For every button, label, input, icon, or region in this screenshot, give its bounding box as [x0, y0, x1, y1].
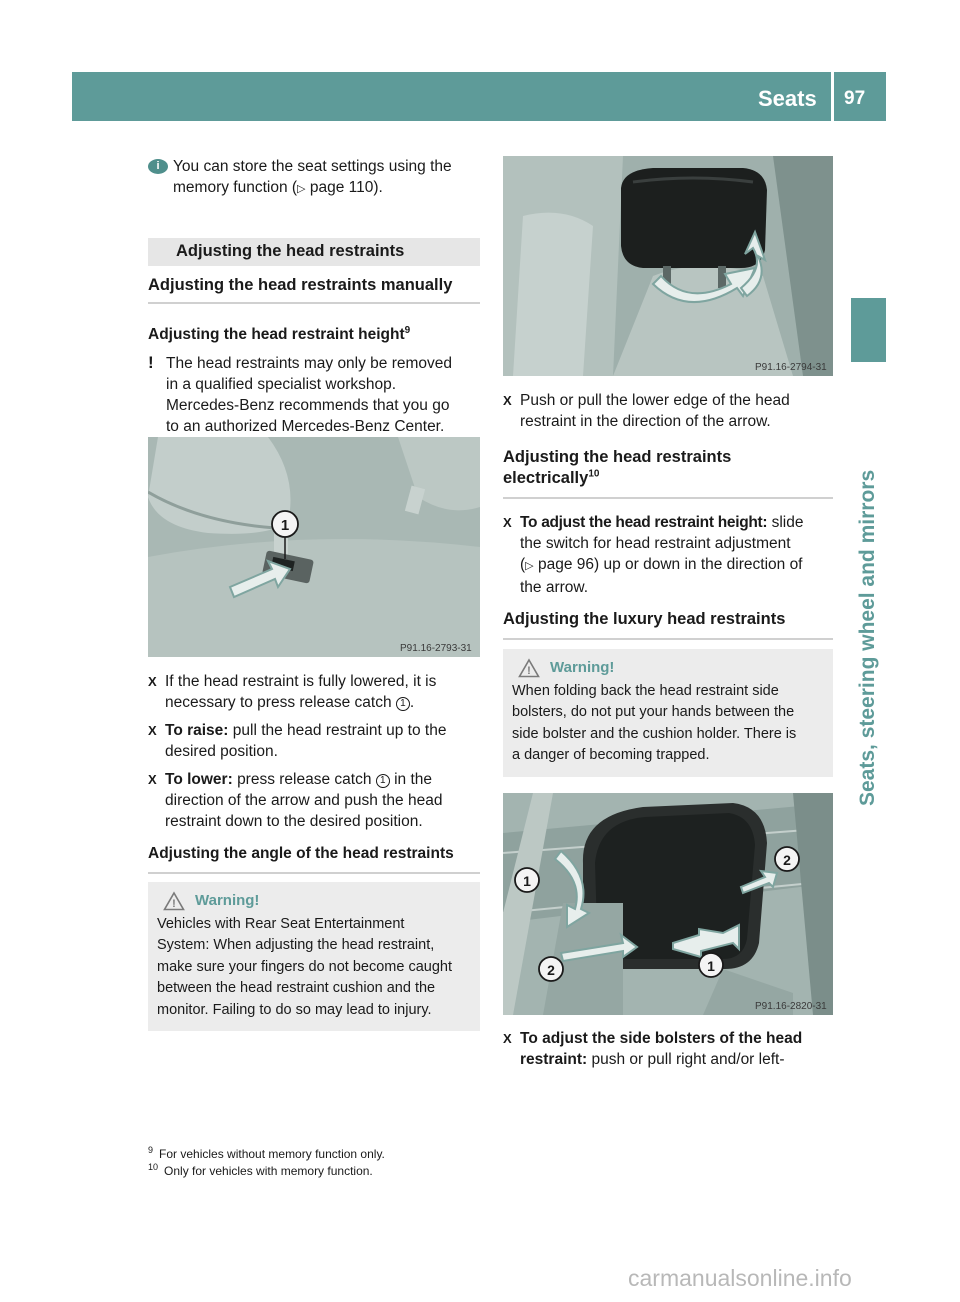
- right-column-top: [503, 390, 833, 777]
- page-ref-arrow-icon: ▷: [297, 183, 306, 195]
- side-tab-label: Seats, steering wheel and mirrors: [856, 469, 879, 806]
- info-text-1: You can store the seat settings using the: [173, 158, 452, 175]
- header-separator: [831, 72, 834, 121]
- height-heading: Adjusting the head restraint height$^9$: [148, 324, 411, 343]
- callout-ref-1: 1: [376, 774, 390, 788]
- footnote-ref-9[interactable]: 9: [404, 324, 411, 336]
- photo2-code: P91.16-2820-31: [755, 1001, 827, 1012]
- bullet-side-bolsters: X To adjust the side bolsters of the head restraint: push or pull right and/or left-: [503, 1030, 803, 1068]
- warning-title: Warning!: [195, 892, 260, 909]
- footnote-10: $^{10}$ Only for vehicles with memory function.: [148, 1162, 373, 1178]
- bullet-arrow-icon: X: [148, 772, 157, 787]
- info-icon: i: [148, 159, 168, 174]
- bullet-push-pull: X Push or pull the lower edge of the head restraint in the direction of the arrow.: [503, 392, 790, 430]
- photo2-callout-2a: 2: [783, 852, 791, 868]
- right-column-bottom: [503, 1028, 833, 1077]
- svg-text:!: !: [172, 897, 176, 910]
- photo-release-catch: [148, 437, 480, 657]
- left-column-bottom: [148, 671, 480, 1031]
- photo-luxury-head-restraint: [503, 793, 833, 1015]
- callout-ref-1: 1: [396, 697, 410, 711]
- bullet-to-lower: X To lower: press release catch 1 in the direction of the arrow and push the head restraint down to the desired position.: [148, 771, 443, 830]
- bullet-fully-lowered: X If the head restraint is fully lowered, it is necessary to press release catch 1 .: [148, 673, 437, 711]
- photo2-callout-2b: 2: [547, 962, 555, 978]
- warning-triangle-icon: [518, 658, 540, 678]
- exclamation-icon: !: [148, 353, 154, 372]
- photo2-callout-1b: 1: [707, 958, 715, 974]
- notice-line-0: The head restraints may only be removed: [166, 355, 453, 372]
- notice-line-2: Mercedes-Benz recommends that you go: [166, 397, 450, 414]
- section-heading: Adjusting the head restraints: [148, 238, 480, 266]
- warning-box-right: ! Warning! When folding back the head restraint side bolsters, do not put your hands between the side bolster and the cushion holder. There is a danger of becoming trapped.: [503, 649, 833, 777]
- bullet-arrow-icon: X: [148, 674, 157, 689]
- bullet-arrow-icon: X: [503, 393, 512, 408]
- warning-triangle-icon: [163, 891, 185, 911]
- bullet-arrow-icon: X: [148, 723, 157, 738]
- angle-heading: Adjusting the angle of the head restraints: [148, 843, 480, 874]
- bullet-electric-height: X To adjust the head restraint height: slide the switch for head restraint adjustment (▷ page 96) up or down in the direction of the arrow.: [503, 514, 804, 596]
- bullet-arrow-icon: X: [503, 515, 512, 530]
- subsection-heading: Adjusting the head restraints manually: [148, 275, 480, 304]
- footnotes: [148, 1146, 385, 1180]
- page-ref-arrow-icon: ▷: [525, 560, 534, 572]
- footnote-9: $^9$ For vehicles without memory function only.: [148, 1145, 385, 1161]
- watermark: carmanualsonline.info: [628, 1265, 852, 1291]
- photo-callout-1: 1: [280, 517, 290, 534]
- bullet-arrow-icon: X: [503, 1031, 512, 1046]
- photo-head-restraint-angle: [503, 156, 833, 376]
- notice-line-1: in a qualified specialist workshop.: [166, 376, 397, 393]
- notice-note: [148, 353, 480, 437]
- left-column-top: [148, 156, 480, 437]
- luxury-heading: Adjusting the luxury head restraints: [503, 609, 833, 640]
- photo2-callout-1a: 1: [523, 873, 531, 889]
- warning-title: Warning!: [550, 659, 615, 676]
- footnote-ref-10[interactable]: 10: [588, 468, 600, 480]
- photo-code: P91.16-2793-31: [400, 643, 472, 654]
- info-text-2: memory function (▷ page 110).: [173, 179, 383, 196]
- photo1-code: P91.16-2794-31: [755, 362, 827, 373]
- notice-line-3: to an authorized Mercedes-Benz Center.: [166, 418, 445, 435]
- elec-page-ref[interactable]: page 96) up or down in the direction of: [537, 556, 803, 573]
- info-page-ref[interactable]: page 110).: [309, 179, 383, 196]
- electric-heading: Adjusting the head restraints electrically$^{10}$: [503, 447, 833, 499]
- side-tab: [851, 298, 886, 362]
- page-number: 97: [844, 88, 866, 109]
- header-title: Seats: [758, 86, 817, 111]
- svg-text:!: !: [527, 664, 531, 677]
- warning-box-left: ! Warning! Vehicles with Rear Seat Entertainment System: When adjusting the head restraint, make sure your fingers do not become caught between the head restraint cushion and the monitor. Failing to do so may lead to injury.: [148, 882, 480, 1031]
- bullet-to-raise: X To raise: pull the head restraint up to the desired position.: [148, 722, 447, 760]
- info-note: [148, 156, 480, 200]
